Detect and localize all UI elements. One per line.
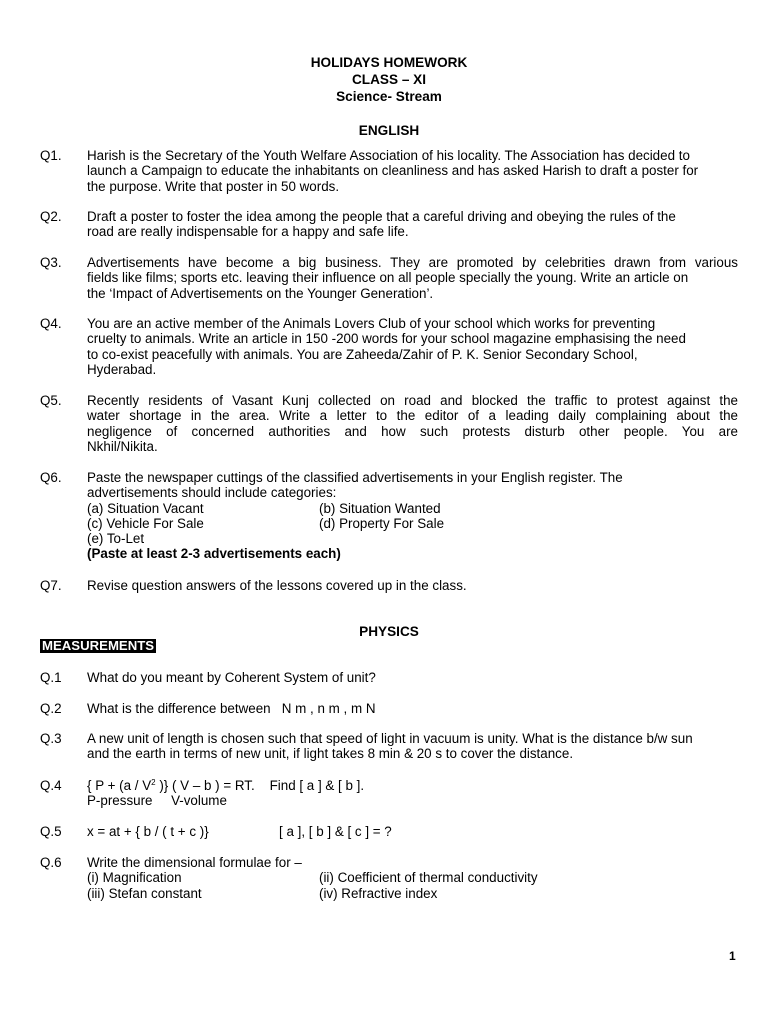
question-number: Q2. <box>40 209 62 224</box>
physics-q4 <box>40 778 738 809</box>
pq3-line-1: A new unit of length is chosen such that speed of light in vacuum is unity. What is the distance b/w sun <box>87 731 693 746</box>
item-ii: (ii) Coefficient of thermal conductivity <box>319 870 538 886</box>
question-number: Q.6 <box>40 855 62 870</box>
pq5-equation: x = at + { b / ( t + c )} <box>87 824 209 839</box>
physics-q6 <box>40 855 738 901</box>
paste-note: (Paste at least 2-3 advertisements each) <box>87 546 341 562</box>
q5-line-4: Nkhil/Nikita. <box>87 438 158 454</box>
english-q6 <box>40 470 738 562</box>
question-number: Q6. <box>40 470 62 485</box>
item-iv: (iv) Refractive index <box>319 885 438 901</box>
question-number: Q.3 <box>40 731 62 746</box>
english-q2 <box>40 209 738 240</box>
english-q3 <box>40 255 738 301</box>
pq1-line-1: What do you meant by Coherent System of unit? <box>87 670 376 685</box>
pq5-find: [ a ], [ b ] & [ c ] = ? <box>279 824 392 839</box>
english-q7 <box>40 578 738 593</box>
question-number: Q.4 <box>40 778 62 793</box>
eq-superscript: 2 <box>151 778 156 787</box>
q1-line-1: Harish is the Secretary of the Youth Welfare Association of his locality. The Association has decided to <box>87 148 690 163</box>
q4-line-4: Hyderabad. <box>87 361 157 377</box>
physics-q3 <box>40 731 738 762</box>
measurements-section-label: MEASUREMENTS <box>42 638 155 653</box>
physics-heading: PHYSICS <box>359 624 419 639</box>
q1-line-2: launch a Campaign to educate the inhabitants on cleanliness and has asked Harish to draft a poster for <box>87 163 699 179</box>
category-e: (e) To-Let <box>87 531 145 547</box>
english-heading: ENGLISH <box>358 123 420 138</box>
q2-line-1: Draft a poster to foster the idea among the people that a careful driving and obeying the rules of the <box>87 209 676 224</box>
class-line: CLASS – XI <box>351 72 427 87</box>
q4-line-3: to co-exist peacefully with animals. You are Zaheeda/Zahir of P. K. Senior Secondary School, <box>87 346 638 362</box>
question-number: Q.1 <box>40 670 62 685</box>
question-number: Q.2 <box>40 701 62 716</box>
q4-line-2: cruelty to animals. Write an article in 150 -200 words for your school magazine emphasising the need <box>87 331 686 347</box>
q4-line-1: You are an active member of the Animals Lovers Club of your school which works for preventing <box>87 316 656 331</box>
category-a: (a) Situation Vacant <box>87 500 204 516</box>
q1-line-3: the purpose. Write that poster in 50 words. <box>87 178 340 194</box>
physics-q5 <box>40 824 738 839</box>
q6-line-2: advertisements should include categories: <box>87 485 337 501</box>
question-number: Q.5 <box>40 824 62 839</box>
physics-q1 <box>40 670 738 685</box>
pq4-legend: P-pressure V-volume <box>87 793 227 809</box>
pq2-line-1: What is the difference between N m , n m , m N <box>87 701 376 716</box>
q5-line-2: water shortage in the area. Write a letter to the editor of a leading daily complaining about the <box>87 408 738 424</box>
q6-line-1: Paste the newspaper cuttings of the classified advertisements in your English register. The <box>87 470 623 485</box>
physics-q2 <box>40 701 738 716</box>
q3-line-3: the ‘Impact of Advertisements on the Younger Generation’. <box>87 285 434 301</box>
category-d: (d) Property For Sale <box>319 515 445 531</box>
question-number: Q1. <box>40 148 62 163</box>
question-number: Q5. <box>40 393 62 408</box>
english-q5 <box>40 393 738 454</box>
category-c: (c) Vehicle For Sale <box>87 515 204 531</box>
q3-line-1: Advertisements have become a big business. They are promoted by celebrities drawn from various <box>87 255 738 270</box>
eq-part-2: )} ( V – b ) = RT. Find [ a ] & [ b ]. <box>155 778 365 793</box>
pq3-line-2: and the earth in terms of new unit, if light takes 8 min & 20 s to cover the distance. <box>87 746 574 762</box>
doc-title: HOLIDAYS HOMEWORK <box>310 55 468 70</box>
question-number: Q7. <box>40 578 62 593</box>
q7-line-1: Revise question answers of the lessons covered up in the class. <box>87 578 467 593</box>
question-number: Q3. <box>40 255 62 270</box>
pq6-line-1: Write the dimensional formulae for – <box>87 855 302 870</box>
pq4-equation <box>87 778 738 793</box>
item-iii: (iii) Stefan constant <box>87 885 202 901</box>
item-i: (i) Magnification <box>87 870 182 886</box>
stream-line: Science- Stream <box>336 89 442 104</box>
q5-line-3: negligence of concerned authorities and how such protests disturb other people. You are <box>87 423 738 439</box>
question-number: Q4. <box>40 316 62 331</box>
english-q1 <box>40 148 738 194</box>
q5-line-1: Recently residents of Vasant Kunj collected on road and blocked the traffic to protest against the <box>87 393 738 408</box>
q3-line-2: fields like films; sports etc. leaving their influence on all people specially the young. Write an article on <box>87 270 689 286</box>
page-number: 1 <box>729 949 736 963</box>
q2-line-2: road are really indispensable for a happy and safe life. <box>87 224 409 240</box>
category-b: (b) Situation Wanted <box>319 500 441 516</box>
english-q4 <box>40 316 738 377</box>
eq-part-1: { P + (a / V <box>87 778 152 793</box>
